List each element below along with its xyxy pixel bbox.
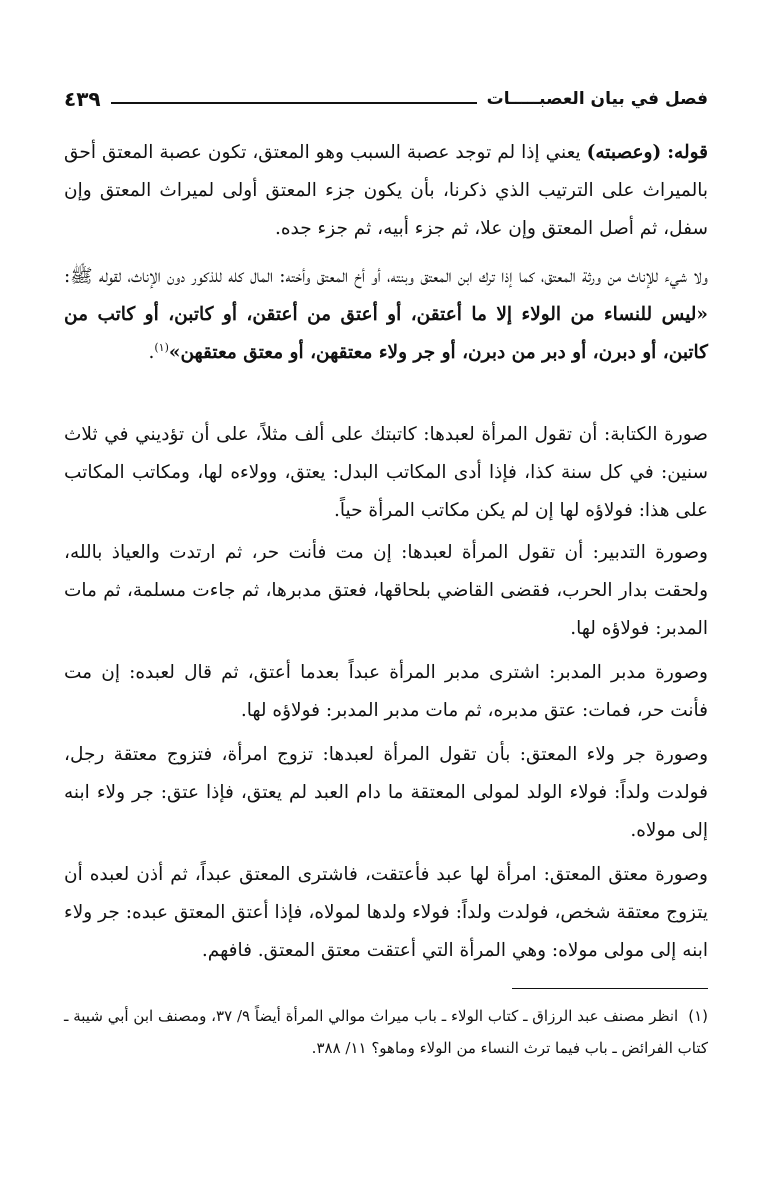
paragraph-text: وصورة جر ولاء المعتق: بأن تقول المرأة لعبدها: تزوج امرأة، فتزوج معتقة رجل، فولدت ولداً: فولاء الولد لمولى المعتقة ما دام العبد لم يعتق، فإذا عتق: جر ولاء ابنه إلى مولاه. (64, 744, 708, 841)
footnote-text: انظر مصنف عبد الرزاق ـ كتاب الولاء ـ باب ميراث موالي المرأة أيضاً ٩/ ٣٧، ومصنف ابن أبي شيبة ـ كتاب الفرائض ـ باب فيما ترث النساء من الولاء وماهو؟ ١١/ ٣٨٨. (64, 1007, 708, 1057)
paragraph-text: وصورة التدبير: أن تقول المرأة لعبدها: إن مت فأنت حر، ثم ارتدت والعياذ بالله، ولحقت بدار الحرب، فقضى القاضي بلحاقها، فعتق مدبرها، ثم جاءت مسلمة، ثم مات المدبر: فولاؤه لها. (64, 542, 708, 639)
footnote-ref: (١) (154, 340, 169, 354)
paragraph-lead: قوله: (667, 142, 708, 163)
paragraph-text: وصورة معتق المعتق: امرأة لها عبد فأعتقت، فاشترى المعتق عبداً، ثم أذن لعبده أن يتزوج معتقة شخص، فولدت ولداً: فولاء ولدها لمولاه، فإذا أعتق المعتق عبده: جر ولاء ابنه إلى مولى مولاه: وهي المرأة التي أعتقت معتق المعتق. فافهم. (64, 864, 708, 961)
chapter-title: فصل في بيان العصبـــــات (486, 89, 708, 109)
paragraph-3 (64, 416, 708, 530)
paragraph-4 (64, 534, 708, 648)
paragraph-6 (64, 736, 708, 850)
paragraph-1 (64, 134, 708, 248)
footnote-number: (١) (688, 1007, 709, 1025)
header-rule (111, 102, 477, 104)
paragraph-text: وصورة مدبر المدبر: اشترى مدبر المرأة عبداً بعدما أعتق، ثم قال لعبده: إن مت فأنت حر، فمات: عتق مدبره، ثم مات مدبر المدبر: فولاؤه لها. (64, 662, 708, 721)
paragraph-text: صورة الكتابة: أن تقول المرأة لعبدها: كاتبتك على ألف مثلاً، على أن تؤديني في ثلاث سنين: في كل سنة كذا، فإذا أدى المكاتب البدل: يعتق، وولاءه لها، ومكاتب المكاتب على هذا: فولاؤه لها إن لم يكن مكاتب المرأة حياً. (64, 424, 708, 521)
paragraph-end: . (148, 342, 155, 363)
paragraph-7 (64, 856, 708, 970)
running-header (64, 84, 708, 114)
paragraph-text: ولا شيء للإناث من ورثة المعتق، كما إذا ترك ابن المعتق وبنته، أو أخ المعتق وأخته: المال كله للذكور دون الإناث، لقوله ﷺ: (64, 266, 708, 287)
paragraph-5 (64, 654, 708, 730)
paragraph-text: يعني إذا لم توجد عصبة السبب وهو المعتق، تكون عصبة المعتق أحق بالميراث على الترتيب الذي ذكرنا، بأن يكون جزء المعتق أولى لميراث المعتق وإن سفل، ثم أصل المعتق وإن علا، ثم جزء أبيه، ثم جزء جده. (64, 142, 708, 239)
quoted-term: (وعصبته) (586, 142, 662, 163)
paragraph-2 (64, 258, 708, 372)
page-number: ٤٣٩ (64, 87, 101, 111)
footnote-rule (512, 988, 708, 989)
footnote (64, 1000, 708, 1064)
hadith-quote: «ليس للنساء من الولاء إلا ما أعتقن، أو أعتق من أعتقن، أو كاتبن، أو كاتب من كاتبن، أو دبرن، أو دبر من دبرن، أو جر ولاء معتقهن، أو معتق معتقهن» (64, 304, 708, 363)
